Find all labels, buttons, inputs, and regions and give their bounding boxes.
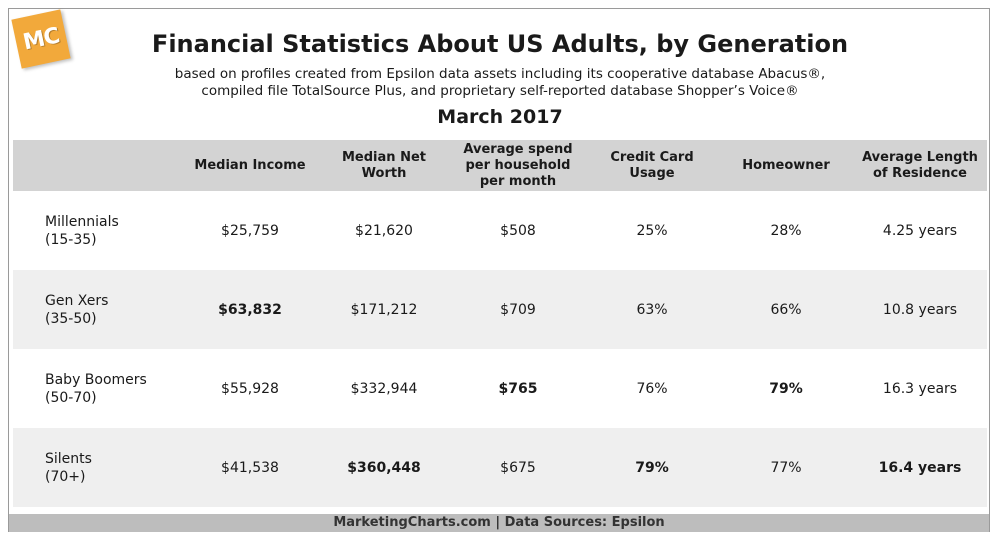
table-header-row [13, 140, 987, 191]
value-cell: $360,448 [347, 459, 421, 476]
value-cell: 4.25 years [882, 222, 958, 239]
generation-cell [13, 270, 183, 349]
header-cell-median-income: Median Income [194, 157, 306, 173]
value-cell: $25,759 [221, 222, 279, 239]
source-footer: MarketingCharts.com | Data Sources: Epsilon [9, 514, 989, 532]
generation-cell [13, 191, 183, 270]
value-cell: $21,620 [355, 222, 413, 239]
generation-name: Gen Xers [45, 292, 109, 309]
value-cell: 25% [636, 222, 668, 239]
subtitle-line-2: compiled file TotalSource Plus, and proprietary self-reported database Shopper’s Voice® [201, 83, 799, 99]
header-cell-credit-card-usage: Credit Card Usage [610, 149, 694, 181]
value-cell: 79% [635, 459, 669, 476]
generation-cell [13, 428, 183, 507]
table-row-baby-boomers [13, 349, 987, 428]
table-row-millennials [13, 191, 987, 270]
value-cell: 79% [769, 380, 803, 397]
table-row-gen-xers [13, 270, 987, 349]
generation-ages: (70+) [45, 468, 86, 485]
header-cell-generation [13, 140, 183, 191]
value-cell: 10.8 years [882, 301, 958, 318]
value-cell: $508 [500, 222, 536, 239]
chart-title: Financial Statistics About US Adults, by Generation [151, 30, 849, 58]
generation-ages: (15-35) [45, 231, 97, 248]
logo-text: MC [20, 23, 62, 55]
generation-cell [13, 349, 183, 428]
value-cell: 16.3 years [882, 380, 958, 397]
stats-table [13, 140, 987, 507]
value-cell: $709 [500, 301, 536, 318]
value-cell: 77% [770, 459, 802, 476]
chart-date: March 2017 [437, 106, 563, 128]
value-cell: 66% [770, 301, 802, 318]
value-cell: 76% [636, 380, 668, 397]
value-cell: 16.4 years [878, 459, 962, 476]
value-cell: $765 [498, 380, 538, 397]
value-cell: $63,832 [218, 301, 282, 318]
value-cell: $41,538 [221, 459, 279, 476]
header-cell-average-length-of-residence: Average Length of Residence [862, 149, 978, 181]
header-cell-homeowner: Homeowner [742, 157, 830, 173]
header-cell-average-spend: Average spend per household per month [463, 141, 573, 189]
header-cell-median-net-worth: Median Net Worth [342, 149, 426, 181]
subtitle-line-1: based on profiles created from Epsilon data assets including its cooperative database Abacus®, [174, 66, 826, 82]
value-cell: 28% [770, 222, 802, 239]
generation-name: Baby Boomers [45, 371, 147, 388]
table-row-silents [13, 428, 987, 507]
value-cell: $332,944 [350, 380, 418, 397]
generation-ages: (35-50) [45, 310, 97, 327]
chart-subtitle [0, 66, 1000, 100]
generation-name: Silents [45, 450, 92, 467]
value-cell: 63% [636, 301, 668, 318]
generation-name: Millennials [45, 213, 119, 230]
value-cell: $55,928 [221, 380, 279, 397]
value-cell: $675 [500, 459, 536, 476]
generation-ages: (50-70) [45, 389, 97, 406]
value-cell: $171,212 [350, 301, 418, 318]
